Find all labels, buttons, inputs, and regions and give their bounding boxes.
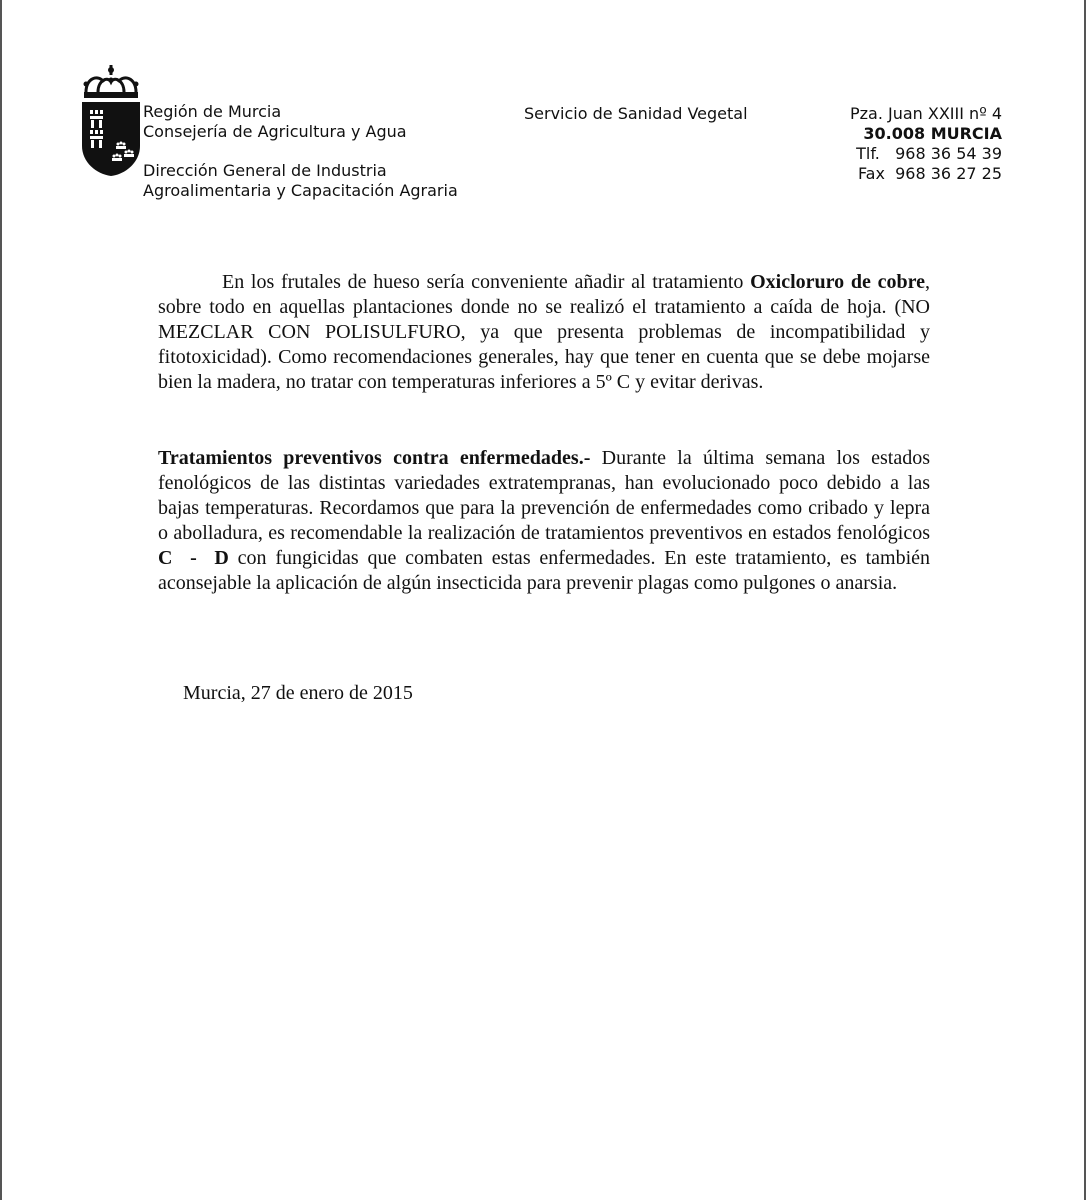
org-directorate-line1: Dirección General de Industria	[143, 161, 387, 180]
paragraph2-text-b: con fungicidas que combaten estas enfermedades. En este tratamiento, es también aconsejable la aplicación de algún insecticida para prevenir plagas como pulgones o anarsia.	[158, 547, 931, 594]
paragraph2-bold-stages: C - D	[158, 547, 229, 569]
org-ministry: Consejería de Agricultura y Agua	[143, 122, 407, 141]
address-phone: Tlf. 968 36 54 39	[856, 144, 1002, 163]
address-city: 30.008 MURCIA	[863, 124, 1002, 143]
paragraph-copper-treatment	[158, 270, 930, 395]
paragraph-preventive-treatments	[158, 446, 930, 596]
address-street: Pza. Juan XXIII nº 4	[849, 104, 1002, 123]
header-address	[850, 104, 1002, 184]
header-organization	[143, 102, 458, 201]
org-region: Región de Murcia	[143, 102, 282, 121]
org-directorate-line2: Agroalimentaria y Capacitación Agraria	[143, 181, 458, 200]
header-service: Servicio de Sanidad Vegetal	[524, 104, 748, 123]
paragraph1-text-a: En los frutales de hueso sería conveniente añadir al tratamiento	[222, 271, 751, 293]
address-fax: Fax 968 36 27 25	[857, 164, 1002, 183]
paragraph1-bold-product: Oxicloruro de cobre	[750, 271, 925, 293]
paragraph2-text-a: Durante la última semana los estados fenológicos de las distintas variedades extratempranas, han evolucionado poco debido a las bajas temperaturas. Recordamos que para la prevención de enfermedades como cribado y lepra o abolladura, es recomendable la realización de tratamientos preventivos en estados fenológicos	[158, 447, 931, 544]
paragraph1-text-b: , sobre todo en aquellas plantaciones donde no se realizó el tratamiento a caída de hoja. (NO MEZCLAR CON POLISULFURO, ya que presenta problemas de incompatibilidad y fitotoxicidad). Como recomendaciones generales, hay que tener en cuenta que se debe mojarse bien la madera, no tratar con temperaturas inferiores a 5º C y evitar derivas.	[158, 271, 930, 393]
signoff-date: Murcia, 27 de enero de 2015	[183, 682, 413, 704]
region-murcia-crest-logo	[80, 62, 142, 178]
paragraph2-heading: Tratamientos preventivos contra enfermedades.-	[158, 447, 591, 469]
